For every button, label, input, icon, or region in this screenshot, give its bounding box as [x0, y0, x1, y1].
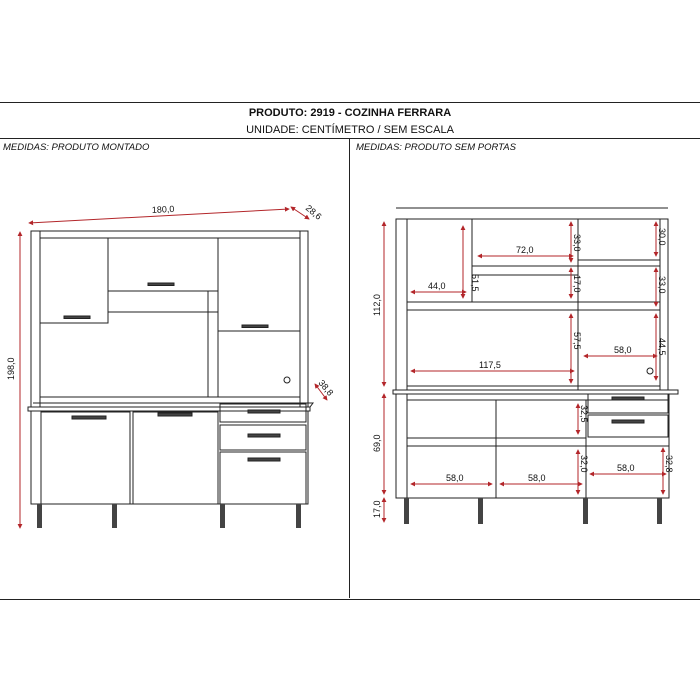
dim-right-445: 44,5: [657, 338, 667, 356]
dim-upper-height: 112,0: [372, 294, 382, 316]
dim-shelf-300: 30,0: [657, 228, 667, 246]
upper-left-door: [40, 238, 108, 323]
dim-shelf-330-a: 33,0: [572, 234, 582, 252]
dim-base-328: 32,8: [664, 455, 674, 473]
lower-left-door: [41, 412, 130, 504]
dim-height-label: 198,0: [6, 357, 16, 380]
legs: [37, 504, 301, 528]
dim-side-515: 51,5: [470, 274, 480, 292]
section-label-assembled: MEDIDAS: PRODUTO MONTADO: [3, 142, 150, 153]
assembled-dimension-lines: [20, 207, 327, 528]
upper-right-door: [218, 238, 300, 331]
dim-shelf-left-width: 44,0: [428, 281, 446, 291]
dim-shelf-330-b: 33,0: [657, 276, 667, 294]
dim-right-width: 58,0: [614, 345, 632, 355]
open-legs: [404, 498, 662, 524]
open-dimension-lines: [384, 222, 666, 522]
dim-base-width-2: 58,0: [528, 473, 546, 483]
dim-main-height: 57,5: [572, 332, 582, 350]
section-label-no-doors: MEDIDAS: PRODUTO SEM PORTAS: [356, 142, 516, 153]
dim-base-width-1: 58,0: [446, 473, 464, 483]
dim-depth-top-label: 28,6: [303, 202, 324, 222]
dim-depth-base-label: 38,8: [316, 377, 336, 398]
dim-shelf-170: 17,0: [572, 275, 582, 293]
dim-base-width-3: 58,0: [617, 463, 635, 473]
dim-niche-width: 72,0: [516, 245, 534, 255]
product-title: PRODUTO: 2919 - COZINHA FERRARA: [248, 107, 452, 119]
assembled-cabinet: [28, 231, 313, 528]
dim-main-width: 117,5: [479, 360, 501, 370]
dim-lower-height: 69,0: [372, 434, 382, 452]
unit-subtitle: UNIDADE: CENTÍMETRO / SEM ESCALA: [246, 124, 454, 136]
dim-base-325: 32,5: [579, 405, 589, 423]
dim-width-label: 180,0: [151, 203, 175, 215]
dim-base-320: 32,0: [579, 455, 589, 473]
lower-middle-door: [133, 412, 218, 504]
dim-leg-height: 17,0: [372, 500, 382, 518]
